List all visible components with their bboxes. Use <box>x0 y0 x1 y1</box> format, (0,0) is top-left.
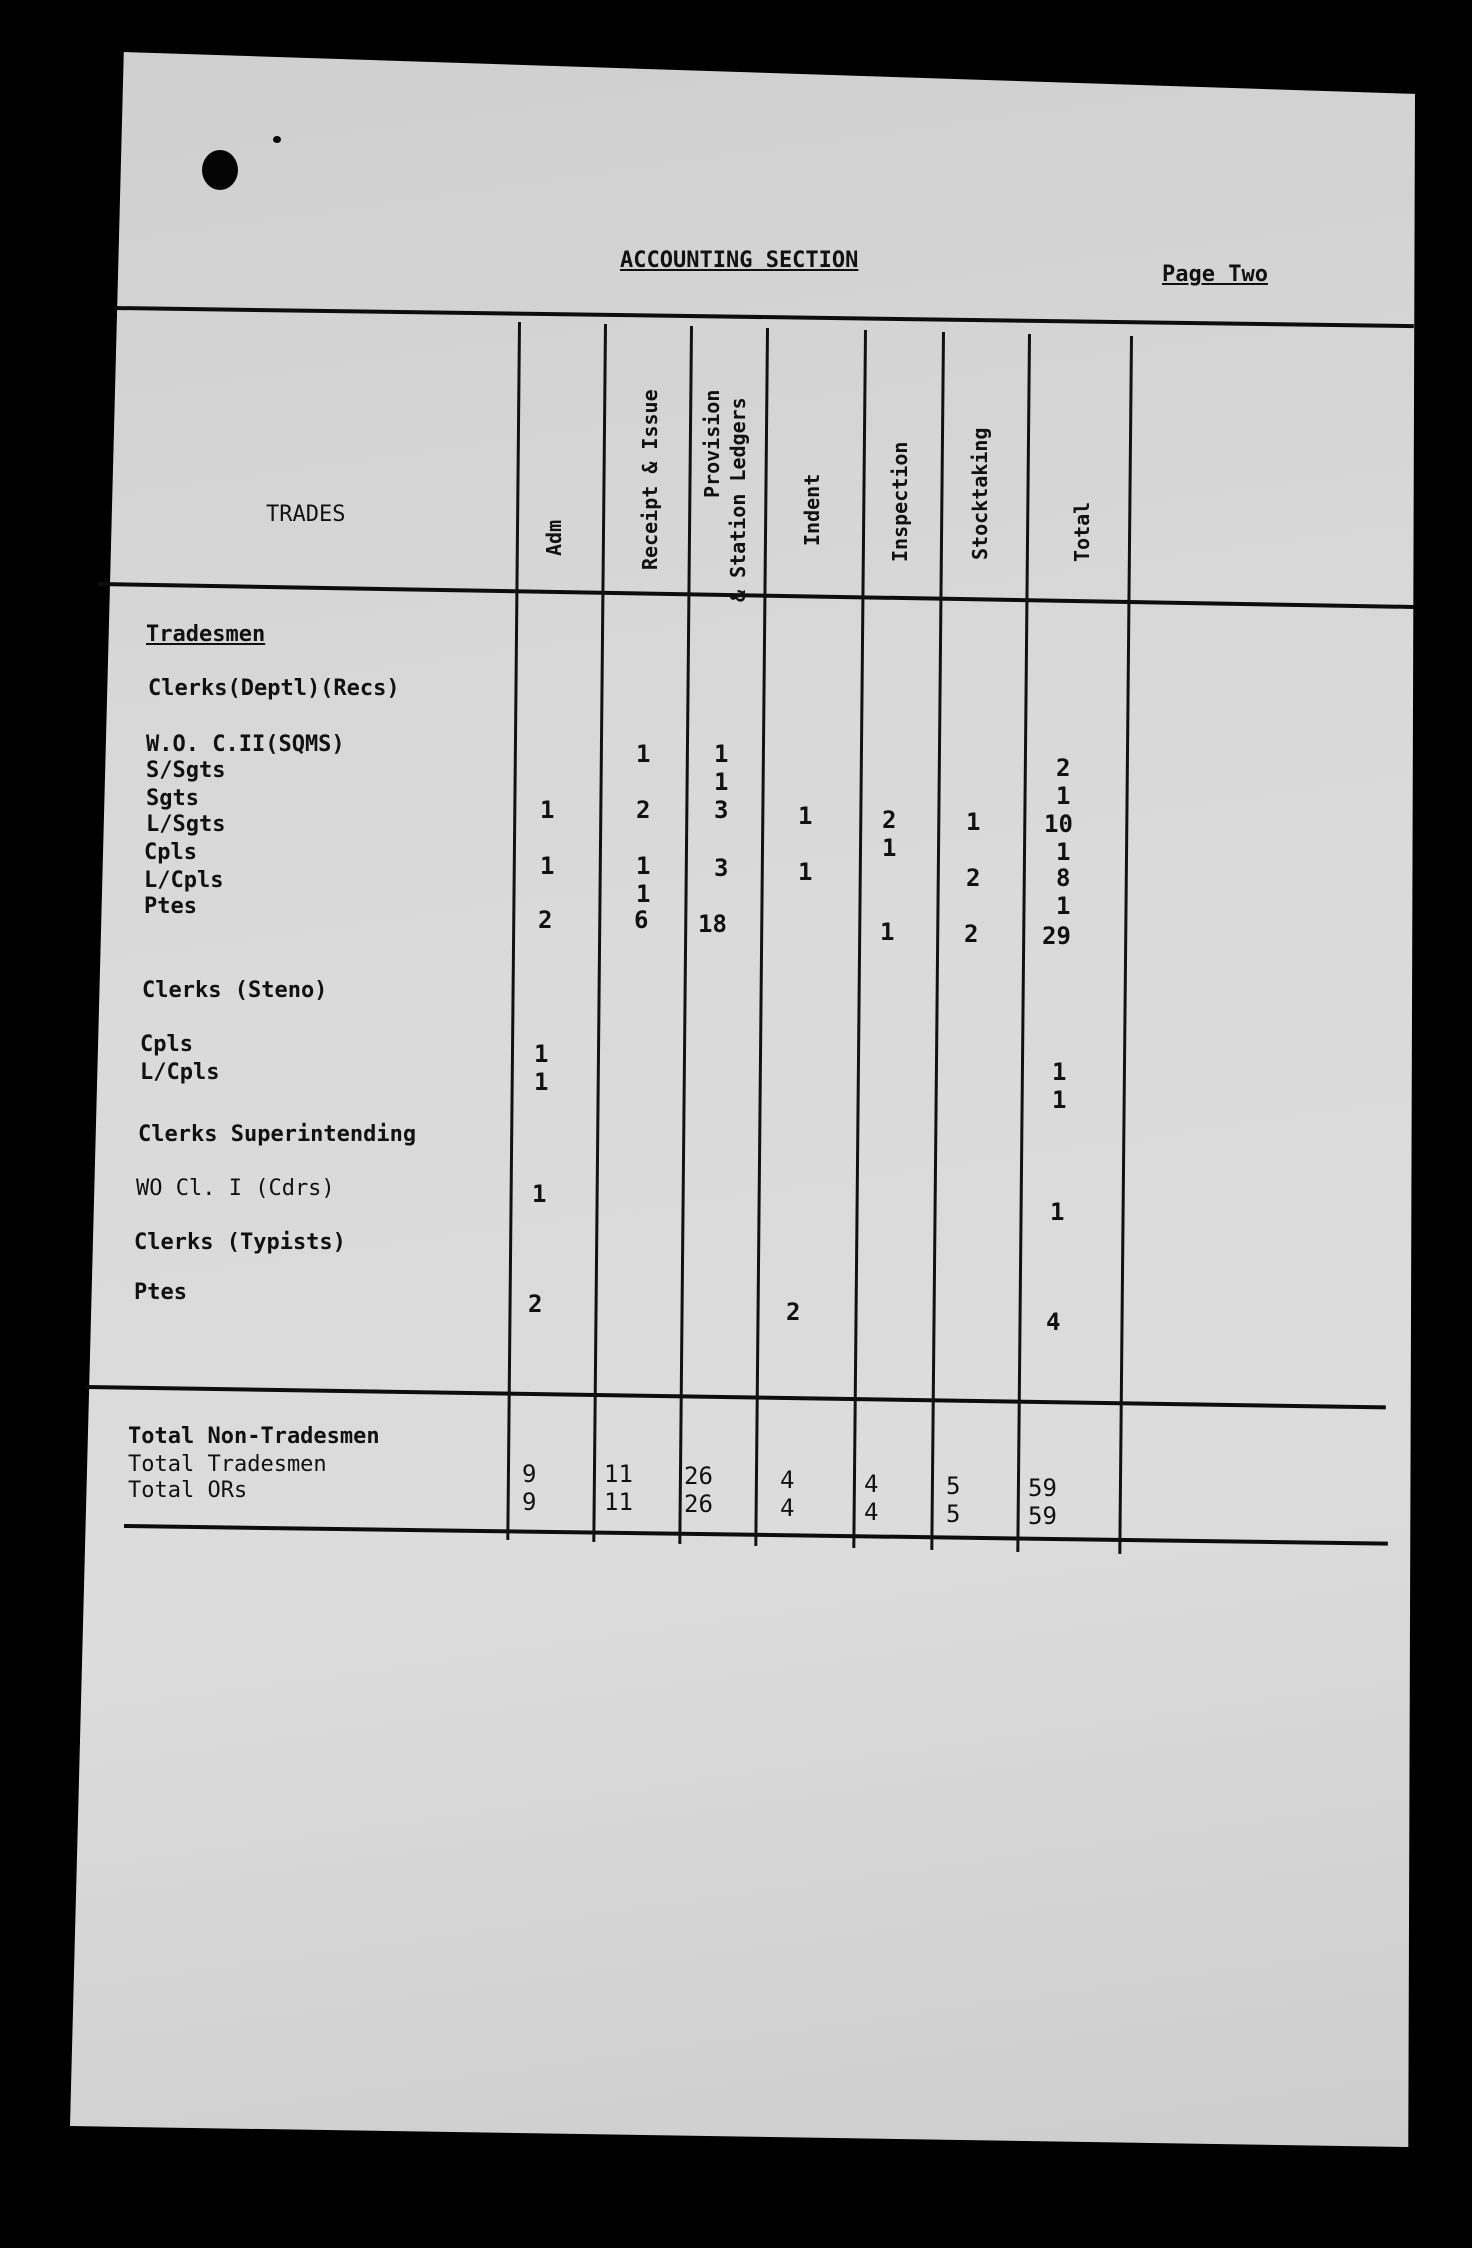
row-label: Cpls <box>144 840 197 865</box>
row-label: W.O. C.II(SQMS) <box>146 732 345 757</box>
row-label: Cpls <box>140 1032 193 1057</box>
col-header-receipt: Receipt & Issue <box>638 389 662 570</box>
col-header-provision: Provision <box>700 389 724 498</box>
page-label: Page Two <box>1162 262 1268 287</box>
cell-value: 1 <box>1056 782 1071 810</box>
col-header-station-ledgers: & Station Ledgers <box>726 397 750 602</box>
section-label: Clerks Superintending <box>138 1122 417 1147</box>
cell-value: 1 <box>880 918 895 946</box>
cell-value: 1 <box>1050 1198 1065 1226</box>
ink-speck <box>273 136 281 143</box>
cell-value: 1 <box>1056 892 1071 920</box>
cell-value: 3 <box>714 796 729 824</box>
cell-value: 1 <box>636 880 651 908</box>
cell-value: 1 <box>1052 1086 1067 1114</box>
total-value: 4 <box>864 1498 879 1526</box>
cell-value: 2 <box>528 1290 543 1318</box>
total-value: 5 <box>946 1500 961 1528</box>
ink-blot <box>202 150 238 190</box>
col-header-total: Total <box>1070 501 1094 562</box>
row-label: L/Cpls <box>144 868 224 893</box>
row-label: S/Sgts <box>146 758 226 783</box>
total-value: 4 <box>864 1470 879 1498</box>
col-header-stocktaking: Stocktaking <box>968 427 992 560</box>
cell-value: 1 <box>1056 838 1071 866</box>
totals-label: Total Non-Tradesmen <box>128 1424 380 1449</box>
section-label: Tradesmen <box>146 622 266 647</box>
total-value: 26 <box>684 1462 713 1490</box>
cell-value: 1 <box>540 852 555 880</box>
cell-value: 1 <box>714 740 729 768</box>
col-header-adm: Adm <box>542 519 566 556</box>
cell-value: 1 <box>540 796 555 824</box>
cell-value: 6 <box>634 906 649 934</box>
cell-value: 18 <box>698 910 727 938</box>
section-label: Clerks(Deptl)(Recs) <box>148 676 400 701</box>
row-label: Ptes <box>134 1280 187 1305</box>
row-label: WO Cl. I (Cdrs) <box>136 1176 335 1201</box>
cell-value: 29 <box>1042 922 1071 950</box>
row-label: L/Sgts <box>146 812 226 837</box>
total-value: 9 <box>522 1488 537 1516</box>
cell-value: 2 <box>882 806 897 834</box>
cell-value: 1 <box>636 852 651 880</box>
cell-value: 8 <box>1056 864 1071 892</box>
cell-value: 4 <box>1046 1308 1061 1336</box>
total-value: 5 <box>946 1472 961 1500</box>
total-value: 4 <box>780 1466 795 1494</box>
cell-value: 1 <box>714 768 729 796</box>
totals-label: Total Tradesmen <box>128 1452 327 1477</box>
col-header-indent: Indent <box>800 473 824 546</box>
total-value: 11 <box>604 1460 633 1488</box>
document-page <box>70 52 1415 2147</box>
cell-value: 10 <box>1044 810 1073 838</box>
col-header-inspection: Inspection <box>888 441 912 562</box>
row-label: Ptes <box>144 894 197 919</box>
cell-value: 2 <box>538 906 553 934</box>
cell-value: 1 <box>882 834 897 862</box>
totals-label: Total ORs <box>128 1478 248 1503</box>
row-label: Sgts <box>146 786 199 811</box>
cell-value: 2 <box>1056 754 1071 782</box>
cell-value: 1 <box>532 1180 547 1208</box>
cell-value: 1 <box>1052 1058 1067 1086</box>
total-value: 9 <box>522 1460 537 1488</box>
trades-header: TRADES <box>266 502 346 527</box>
total-value: 59 <box>1028 1502 1057 1530</box>
cell-value: 1 <box>534 1040 549 1068</box>
total-value: 11 <box>604 1488 633 1516</box>
cell-value: 1 <box>636 740 651 768</box>
cell-value: 2 <box>964 920 979 948</box>
cell-value: 1 <box>798 802 813 830</box>
total-value: 59 <box>1028 1474 1057 1502</box>
total-value: 26 <box>684 1490 713 1518</box>
cell-value: 2 <box>786 1298 801 1326</box>
cell-value: 2 <box>636 796 651 824</box>
cell-value: 1 <box>966 808 981 836</box>
section-label: Clerks (Typists) <box>134 1230 346 1255</box>
cell-value: 1 <box>798 858 813 886</box>
cell-value: 1 <box>534 1068 549 1096</box>
section-label: Clerks (Steno) <box>142 978 328 1003</box>
cell-value: 2 <box>966 864 981 892</box>
cell-value: 3 <box>714 854 729 882</box>
row-label: L/Cpls <box>140 1060 220 1085</box>
section-title: ACCOUNTING SECTION <box>620 248 859 273</box>
total-value: 4 <box>780 1494 795 1522</box>
